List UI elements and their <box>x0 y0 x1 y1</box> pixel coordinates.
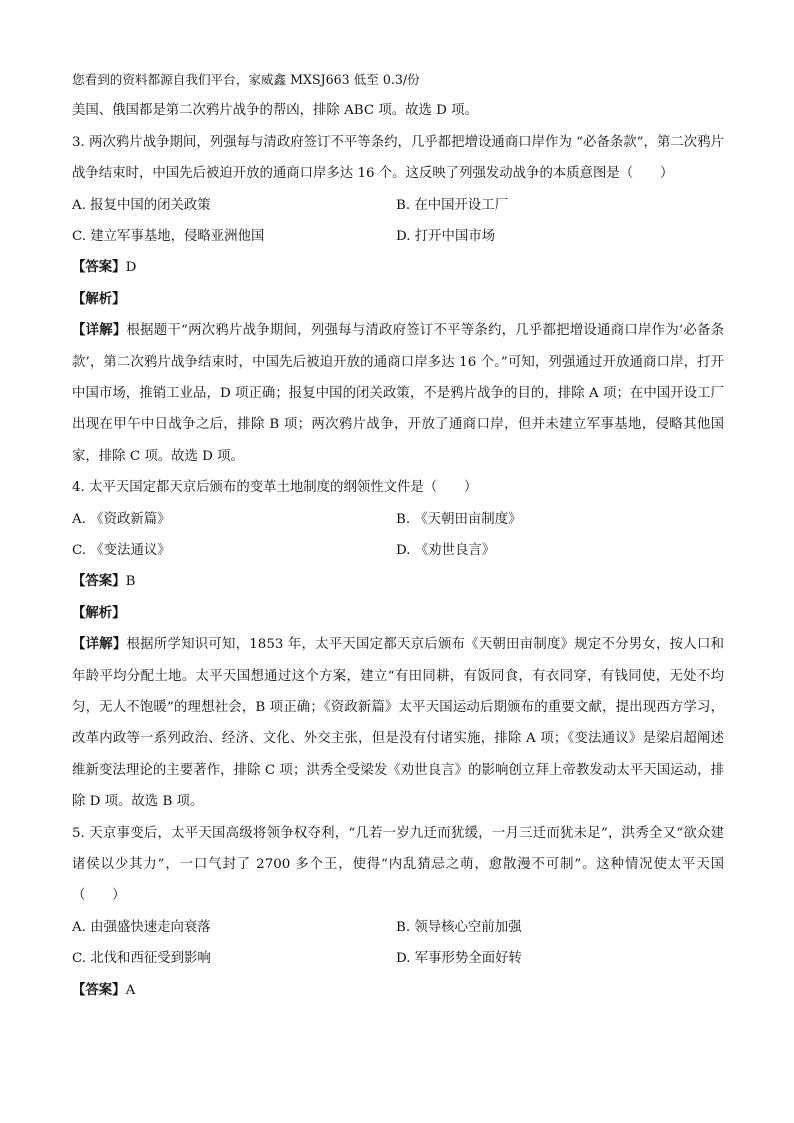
question-3-answer <box>72 252 724 283</box>
detail-text: 根据题干“两次鸦片战争期间，列强每与清政府签订不平等条约，几乎都把增设通商口岸作为‘必备条款’，第二次鸦片战争结束时，中国先后被迫开放的通商口岸多达 16 个。”可知，列强通过开放通商口岸，打开中国市场，推销工业品，D 项正确；报复中国的闭关政策，不是鸦片战争的目的，排除 A 项；在中国开设工厂出现在甲午中日战争之后，排除 B 项；两次鸦片战争，开放了通商口岸，但并未建立军事基地，侵略其他国家，排除 C 项。故选 D 项。 <box>72 323 724 464</box>
question-4-stem: 4. 太平天国定都天京后颁布的变革土地制度的纲领性文件是（ ） <box>72 480 478 496</box>
question-4-options-row-2 <box>72 535 724 566</box>
option-c: C. 建立军事基地，侵略亚洲他国 <box>72 228 265 244</box>
option-d: D. 打开中国市场 <box>396 228 496 244</box>
detail-text: 根据所学知识可知，1853 年，太平天国定都天京后颁布《天朝田亩制度》规定不分男女，按人口和年龄平均分配土地。太平天国想通过这个方案，建立“有田同耕，有饭同食，有衣同穿，有钱同使，无处不均匀，无人不饱暖”的理想社会，B 项正确；《资政新篇》太平天国运动后期颁布的重要文献，提出现西方学习，改革内政等一系列政治、经济、文化、外交主张，但是没有付诸实施，排除 A 项；《变法通议》是梁启超阐述维新变法理论的主要著作，排除 C 项；洪秀全受梁发《劝世良言》的影响创立拜上帝教发动太平天国运动，排除 D 项。故选 B 项。 <box>72 637 724 810</box>
question-3-stem: 3. 两次鸦片战争期间，列强每与清政府签订不平等条约，几乎都把增设通商口岸作为 “必备条款”，第二次鸦片战争结束时，中国先后被迫开放的通商口岸多达 16 个。这反映了列强发动战争的本质意图是（ ） <box>72 134 724 182</box>
answer-value: D <box>125 260 137 276</box>
question-4-answer <box>72 566 724 597</box>
document-page <box>72 64 724 1006</box>
option-c: C. 《变法通议》 <box>72 542 171 558</box>
question-4-detail <box>72 629 724 817</box>
detail-label: 【详解】 <box>72 636 127 653</box>
option-b: B. 在中国开设工厂 <box>396 197 509 213</box>
question-3-analysis <box>72 284 724 315</box>
answer-value: A <box>125 982 136 998</box>
option-b: B. 《天朝田亩制度》 <box>396 511 522 527</box>
question-3-options-row-2 <box>72 221 724 252</box>
option-a: A. 《资政新篇》 <box>72 511 171 527</box>
previous-answer-tail: 美国、俄国都是第二次鸦片战争的帮凶，排除 ABC 项。故选 D 项。 <box>72 103 478 119</box>
question-5-answer <box>72 975 724 1006</box>
option-d: D. 《劝世良言》 <box>396 542 496 558</box>
question-4-analysis <box>72 598 724 629</box>
question-3-detail <box>72 315 724 472</box>
option-b: B. 领导核心空前加强 <box>396 919 522 935</box>
promo-header: 您看到的资料都源自我们平台，家威鑫 MXSJ663 低至 0.3/份 <box>72 72 420 87</box>
question-4-options-row-1 <box>72 504 724 535</box>
analysis-label: 【解析】 <box>72 604 126 621</box>
detail-label: 【详解】 <box>72 322 127 339</box>
option-d: D. 军事形势全面好转 <box>396 951 522 967</box>
analysis-label: 【解析】 <box>72 290 126 307</box>
option-c: C. 北伐和西征受到影响 <box>72 951 211 967</box>
option-a: A. 由强盛快速走向衰落 <box>72 919 211 935</box>
question-5-options-row-2 <box>72 943 724 974</box>
answer-label: 【答案】 <box>72 259 126 276</box>
question-5-stem: 5. 天京事变后，太平天国高级将领争权夺利，“几若一岁九迁而犹缓，一月三迁而犹未足”，洪秀全又“欲众建诸侯以少其力”，一口气封了 2700 多个王，使得“内乱猜忌之萌，愈散漫不可制”。这种情况使太平天国（ ） <box>72 825 724 904</box>
answer-label: 【答案】 <box>72 981 126 998</box>
answer-label: 【答案】 <box>72 573 126 590</box>
answer-value: B <box>125 574 136 590</box>
question-3-options-row-1 <box>72 190 724 221</box>
option-a: A. 报复中国的闭关政策 <box>72 197 211 213</box>
question-5-options-row-1 <box>72 912 724 943</box>
